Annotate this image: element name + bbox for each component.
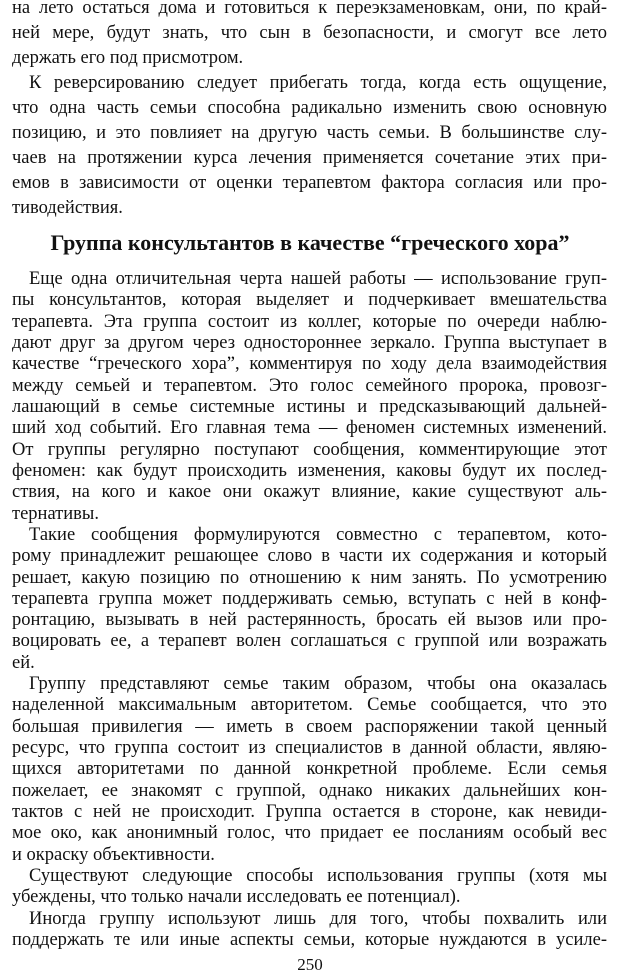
text-line: Иногда группу используют лишь для того, чтобы похвалить или <box>29 909 607 929</box>
text-line: пы консультантов, которая выделяет и подчеркивает вмешательства <box>12 290 607 310</box>
text-line: терапевта. Эта группа состоит из коллег, которые по очереди наблю- <box>12 312 607 332</box>
text-line: убеждены, что только начали исследовать ее потенциал). <box>12 887 461 907</box>
text-line: ший ход событий. Его главная тема — феномен системных изменений. <box>12 418 607 438</box>
text-line: рому принадлежит решающее слово в части их содержания и который <box>12 546 607 566</box>
text-line: Существуют следующие способы использования группы (хотя мы <box>29 866 607 886</box>
text-line: и окраску объективности. <box>12 845 215 865</box>
section-heading: Группа консультантов в качестве “греческого хора” <box>50 230 570 255</box>
text-line: держать его под присмотром. <box>12 48 244 68</box>
text-line: щихся авторитетами по данной конкретной проблеме. Если семья <box>12 759 607 779</box>
page-number: 250 <box>297 955 323 974</box>
text-line: ресурс, что группа состоит из специалистов в данной области, являю- <box>12 738 607 758</box>
text-line: качестве “греческого хора”, комментируя по ходу дела взаимодействия <box>12 354 607 374</box>
text-line: между семьей и терапевтом. Это голос семейного пророка, провозг- <box>12 376 607 396</box>
text-line: Еще одна отличительная черта нашей работы — использование груп- <box>29 269 607 289</box>
text-line: терапевта группа может поддерживать семью, вступать с ней в конф- <box>12 589 607 609</box>
text-line: лашающий в семье системные истины и предсказывающий дальней- <box>12 397 607 417</box>
text-line: От группы регулярно поступают сообщения, комментирующие этот <box>12 440 607 460</box>
text-line: К реверсированию следует прибегать тогда, когда есть ощущение, <box>29 73 607 93</box>
text-line: тиводействия. <box>12 198 123 218</box>
text-line: что одна часть семьи способна радикально изменить свою основную <box>12 98 607 118</box>
text-line: чаев на протяжении курса лечения применяется сочетание этих при- <box>12 148 607 168</box>
text-line: феномен: как будут происходить изменения, каковы будут их послед- <box>12 461 607 481</box>
text-line: ей. <box>12 653 35 673</box>
text-line: тактов с ней не происходит. Группа остается в стороне, как невиди- <box>12 802 607 822</box>
text-line: ствия, на кого и какое они окажут влияние, какие существуют аль- <box>12 482 607 502</box>
text-line: на лето остаться дома и готовиться к переэкзаменовкам, они, по край- <box>12 0 607 18</box>
text-line: Группу представляют семье таким образом, чтобы она оказалась <box>29 674 607 694</box>
text-line: решает, какую позицию по отношению к ним занять. По усмотрению <box>12 568 607 588</box>
text-line: ней мере, будут знать, что сын в безопасности, и смогут все лето <box>12 23 607 43</box>
text-line: большая привилегия — иметь в своем распоряжении такой ценный <box>12 717 607 737</box>
text-line: тернативы. <box>12 504 99 524</box>
text-line: пожелает, ее знакомят с группой, однако никаких дальнейших кон- <box>12 781 607 801</box>
text-line: поддержать те или иные аспекты семьи, которые нуждаются в усиле- <box>12 930 607 950</box>
text-line: дают друг за другом через одностороннее зеркало. Группа выступает в <box>12 333 607 353</box>
text-line: мое око, как анонимный голос, что придает ее посланиям особый вес <box>12 823 607 843</box>
text-line: ронтацию, вызывать в ней растерянность, бросать ей вызов или про- <box>12 610 607 630</box>
text-line: воцировать ее, а терапевт волен соглашаться с группой или возражать <box>12 631 607 651</box>
text-line: Такие сообщения формулируются совместно с терапевтом, кото- <box>29 525 607 545</box>
text-line: позицию, и это повлияет на другую часть семьи. В большинстве слу- <box>12 123 607 143</box>
text-line: емов в зависимости от оценки терапевтом фактора согласия или про- <box>12 173 607 193</box>
text-line: наделенной максимальным авторитетом. Семье сообщается, что это <box>12 695 607 715</box>
